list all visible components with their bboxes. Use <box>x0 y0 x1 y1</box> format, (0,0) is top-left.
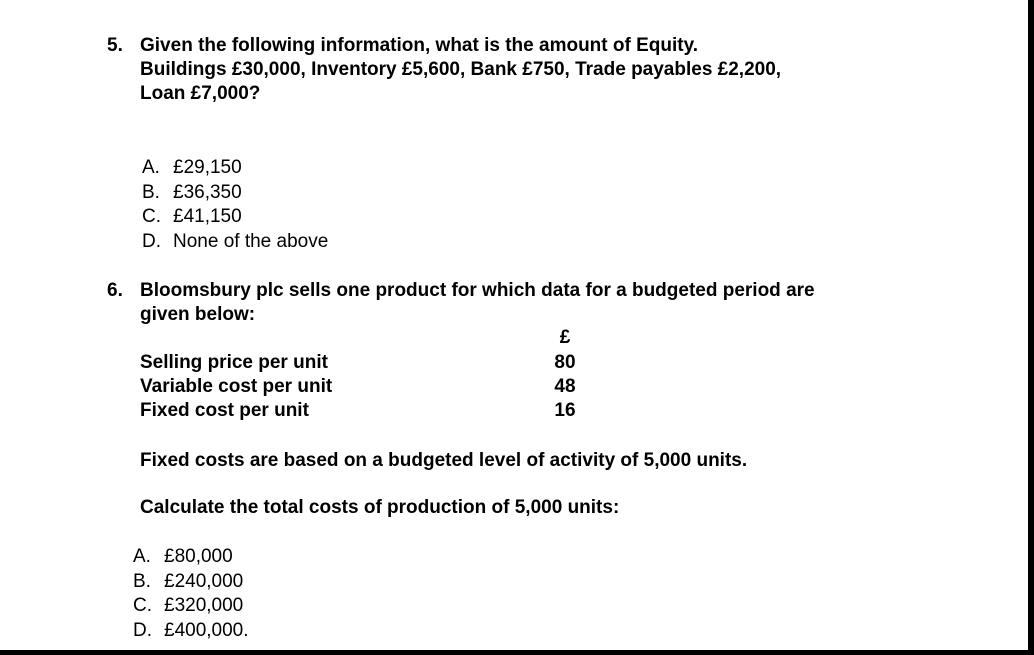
question-6-option-b[interactable] <box>133 570 243 595</box>
option-letter: C. <box>142 206 161 227</box>
question-6-line-2: given below: <box>140 304 256 325</box>
table-row-label: Fixed cost per unit <box>140 400 309 421</box>
table-row-value: 16 <box>554 400 576 421</box>
currency-header: £ <box>559 327 571 348</box>
question-5-number: 5. <box>107 35 123 56</box>
option-text: £240,000 <box>164 570 244 592</box>
question-5-option-b[interactable] <box>142 181 242 206</box>
question-5-option-c[interactable] <box>142 205 242 230</box>
question-6-option-d[interactable] <box>133 619 249 644</box>
table-row-label: Selling price per unit <box>140 352 328 373</box>
option-letter: B. <box>133 570 151 592</box>
option-text: £36,350 <box>173 181 242 203</box>
table-row-value: 48 <box>554 376 576 397</box>
option-text: £400,000. <box>164 619 249 641</box>
question-6-option-c[interactable] <box>133 594 243 619</box>
option-text: £80,000 <box>164 546 233 567</box>
option-letter: D. <box>133 619 152 641</box>
question-5-option-d[interactable] <box>142 230 328 255</box>
option-letter: B. <box>142 181 160 203</box>
option-text: £320,000 <box>164 595 244 616</box>
option-letter: C. <box>133 595 152 616</box>
question-6-option-a[interactable] <box>133 545 233 570</box>
right-edge-border <box>1028 0 1034 655</box>
option-text: None of the above <box>173 230 329 252</box>
question-5-line-3: Loan £7,000? <box>140 83 261 104</box>
question-6-instruction: Calculate the total costs of production of 5,000 units: <box>140 497 620 518</box>
table-row-label: Variable cost per unit <box>140 376 333 397</box>
question-5-option-a[interactable] <box>142 156 242 181</box>
question-5-line-1: Given the following information, what is the amount of Equity. <box>140 35 699 56</box>
question-6-line-1: Bloomsbury plc sells one product for which data for a budgeted period are <box>140 280 815 301</box>
question-5-line-2: Buildings £30,000, Inventory £5,600, Bank £750, Trade payables £2,200, <box>140 59 782 80</box>
option-text: £29,150 <box>173 157 242 178</box>
table-row-value: 80 <box>554 352 576 373</box>
bottom-edge-border <box>0 650 1034 655</box>
question-6-note: Fixed costs are based on a budgeted level of activity of 5,000 units. <box>140 450 748 471</box>
option-letter: A. <box>133 546 151 567</box>
option-letter: A. <box>142 157 160 178</box>
question-6-number: 6. <box>107 280 123 301</box>
option-letter: D. <box>142 230 161 252</box>
option-text: £41,150 <box>173 206 242 227</box>
